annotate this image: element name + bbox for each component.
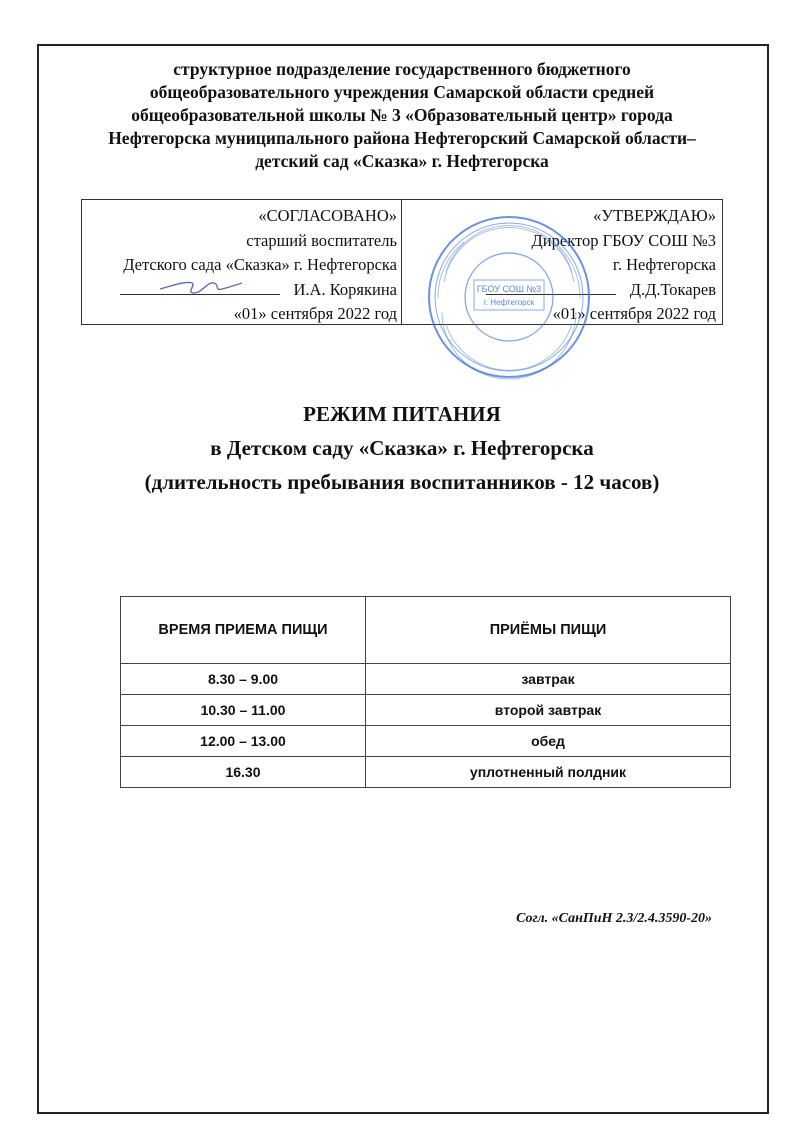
signature-line bbox=[486, 279, 616, 295]
meal-name-cell: завтрак bbox=[366, 664, 731, 695]
meal-time-cell: 8.30 – 9.00 bbox=[121, 664, 366, 695]
meal-name-cell: второй завтрак bbox=[366, 695, 731, 726]
title-line-1: РЕЖИМ ПИТАНИЯ bbox=[303, 402, 501, 426]
approved-date: «01» сентября 2022 год bbox=[552, 304, 716, 323]
agreed-position: старший воспитатель bbox=[246, 230, 397, 250]
header-line: структурное подразделение государственного бюджетного bbox=[173, 59, 631, 79]
meal-schedule-table bbox=[120, 596, 731, 788]
signature-line bbox=[120, 279, 280, 295]
agreed-signature-row bbox=[88, 278, 397, 303]
document-title bbox=[60, 397, 744, 499]
meal-time-cell: 10.30 – 11.00 bbox=[121, 695, 366, 726]
agreed-org: Детского сада «Сказка» г. Нефтегорска bbox=[123, 255, 397, 274]
regulation-note: Согл. «СанПиН 2.3/2.4.3590-20» bbox=[516, 911, 712, 926]
stamp-text: г. Нефтегорск bbox=[483, 298, 535, 307]
table-row bbox=[121, 664, 731, 695]
meal-time-cell: 16.30 bbox=[121, 757, 366, 788]
header-line: общеобразовательной школы № 3 «Образовательный центр» города bbox=[131, 105, 673, 125]
approved-signature-row bbox=[408, 278, 716, 303]
organization-header bbox=[60, 58, 744, 173]
table-row bbox=[121, 726, 731, 757]
agreed-column bbox=[82, 200, 402, 324]
table-header-row bbox=[121, 597, 731, 664]
title-line-3: (длительность пребывания воспитанников - 12 часов) bbox=[144, 470, 660, 494]
header-line: Нефтегорска муниципального района Нефтегорский Самарской области– bbox=[108, 128, 696, 148]
meal-name-cell: уплотненный полдник bbox=[366, 757, 731, 788]
column-header-meal: ПРИЁМЫ ПИЩИ bbox=[366, 597, 731, 664]
meal-time-cell: 12.00 – 13.00 bbox=[121, 726, 366, 757]
agreed-heading: «СОГЛАСОВАНО» bbox=[258, 206, 397, 225]
table-row bbox=[121, 695, 731, 726]
agreed-date: «01» сентября 2022 год bbox=[233, 304, 397, 323]
approved-org: г. Нефтегорска bbox=[612, 255, 716, 274]
agreed-name: И.А. Корякина bbox=[293, 279, 397, 299]
approved-heading: «УТВЕРЖДАЮ» bbox=[593, 206, 716, 225]
approval-block bbox=[81, 199, 723, 325]
approved-column bbox=[402, 200, 722, 324]
column-header-time: ВРЕМЯ ПРИЕМА ПИЩИ bbox=[121, 597, 366, 664]
header-line: детский сад «Сказка» г. Нефтегорска bbox=[255, 151, 549, 171]
handwritten-signature bbox=[156, 271, 246, 301]
header-line: общеобразовательного учреждения Самарской области средней bbox=[149, 82, 655, 102]
meal-name-cell: обед bbox=[366, 726, 731, 757]
stamp-text: ГБОУ СОШ №3 bbox=[476, 284, 542, 294]
approved-position: Директор ГБОУ СОШ №3 bbox=[531, 230, 716, 250]
title-line-2: в Детском саду «Сказка» г. Нефтегорска bbox=[210, 436, 594, 460]
table-row bbox=[121, 757, 731, 788]
approved-name: Д.Д.Токарев bbox=[629, 279, 716, 299]
